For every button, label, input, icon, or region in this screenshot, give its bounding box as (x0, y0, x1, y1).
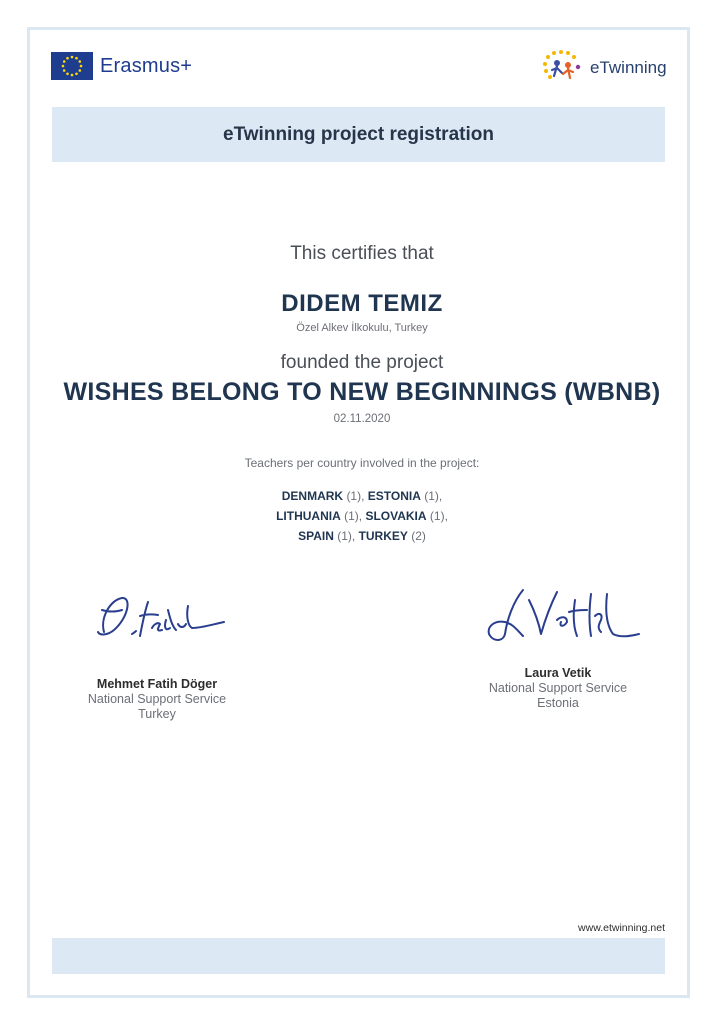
country-count: (2) (411, 529, 426, 543)
country-count: (1), (337, 529, 356, 543)
recipient-name: DIDEM TEMIZ (281, 290, 443, 317)
country-name: SPAIN (298, 529, 334, 543)
country-count: (1), (424, 489, 443, 503)
project-title: WISHES BELONG TO NEW BEGINNINGS (WBNB) (63, 378, 661, 406)
signature-left (62, 677, 252, 722)
erasmus-logo (51, 51, 192, 81)
country-name: TURKEY (358, 529, 408, 543)
signature-left-image (92, 588, 232, 653)
country-name: SLOVAKIA (365, 509, 427, 523)
erasmus-logo-text: Erasmus+ (100, 54, 193, 77)
signatory-name: Mehmet Fatih Döger (96, 677, 218, 691)
etwinning-logo (540, 50, 667, 86)
signatory-name: Laura Vetik (524, 666, 592, 680)
country-count: (1), (429, 509, 448, 523)
country-name: ESTONIA (367, 489, 421, 503)
signature-right (463, 666, 653, 711)
etwinning-logo-text: eTwinning (590, 58, 667, 77)
footer-banner (52, 938, 665, 974)
title-banner (52, 107, 665, 162)
country-count: (1), (344, 509, 363, 523)
signature-right-image (483, 580, 643, 655)
signatory-role: National Support Service (87, 692, 227, 706)
etwinning-logo-icon (540, 48, 586, 89)
footer-website-link[interactable]: www.etwinning.net (578, 922, 665, 934)
country-list (0, 486, 724, 546)
teachers-label: Teachers per country involved in the project: (244, 456, 480, 470)
signatory-role: National Support Service (488, 681, 628, 695)
country-count: (1), (346, 489, 365, 503)
signatory-country: Estonia (537, 696, 579, 710)
signatory-country: Turkey (138, 707, 176, 721)
founded-text: founded the project (280, 352, 444, 373)
banner-title: eTwinning project registration (223, 123, 494, 145)
project-date: 02.11.2020 (333, 413, 391, 425)
country-name: DENMARK (281, 489, 344, 503)
certifies-text: This certifies that (290, 243, 434, 264)
country-name: LITHUANIA (276, 509, 341, 523)
eu-flag-icon (51, 52, 93, 80)
recipient-school: Özel Alkev İlkokulu, Turkey (296, 322, 428, 334)
